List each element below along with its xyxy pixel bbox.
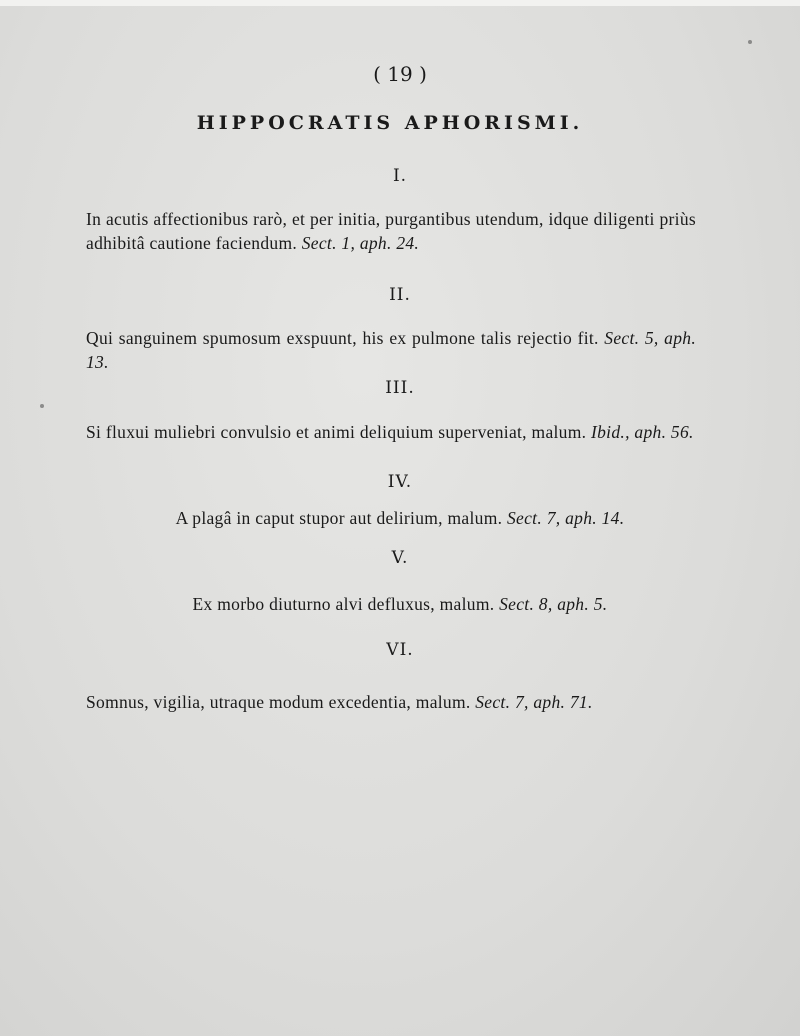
aphorism-paragraph [86, 207, 696, 255]
page-number: ( 19 ) [373, 62, 427, 86]
aphorism-text: In acutis affectionibus rarò, et per initia, purgantibus utendum, idque diligenti priùs adhibitâ cautione faciendum. [86, 209, 696, 253]
aphorism-numeral: IV. [387, 472, 413, 492]
aphorism-text: A plagâ in caput stupor aut delirium, malum. [175, 508, 503, 528]
aphorism-reference: Sect. 1, aph. 24. [301, 233, 420, 253]
aphorism-numeral: III. [385, 378, 415, 398]
aphorism-numeral: II. [389, 285, 411, 305]
aphorism-reference: Ibid., aph. 56. [591, 422, 694, 442]
aphorism-numeral: V. [391, 548, 409, 568]
aphorism-numeral: I. [392, 166, 408, 186]
aphorism-reference: Sect. 7, aph. 71. [475, 692, 593, 712]
aphorism-paragraph [0, 506, 800, 530]
paper-speck [40, 404, 44, 408]
aphorism-paragraph [0, 592, 800, 616]
aphorism-paragraph [86, 690, 696, 714]
aphorism-paragraph [86, 326, 696, 374]
aphorism-text: Qui sanguinem spumosum exspuunt, his ex pulmone talis rejectio fit. [86, 328, 599, 348]
aphorism-reference: Sect. 8, aph. 5. [499, 594, 608, 614]
aphorism-reference: Sect. 7, aph. 14. [507, 508, 625, 528]
paper-speck [748, 40, 752, 44]
aphorism-numeral: VI. [386, 640, 414, 660]
page-title: HIPPOCRATIS APHORISMI. [196, 112, 584, 134]
page-edge [0, 0, 800, 6]
aphorism-reference: Sect. 5, aph. 13. [86, 328, 696, 372]
aphorism-text: Si fluxui muliebri convulsio et animi deliquium superveniat, malum. [86, 422, 587, 442]
aphorism-text: Ex morbo diuturno alvi defluxus, malum. [192, 594, 495, 614]
aphorism-paragraph [86, 420, 696, 444]
aphorism-text: Somnus, vigilia, utraque modum excedentia, malum. [86, 692, 471, 712]
